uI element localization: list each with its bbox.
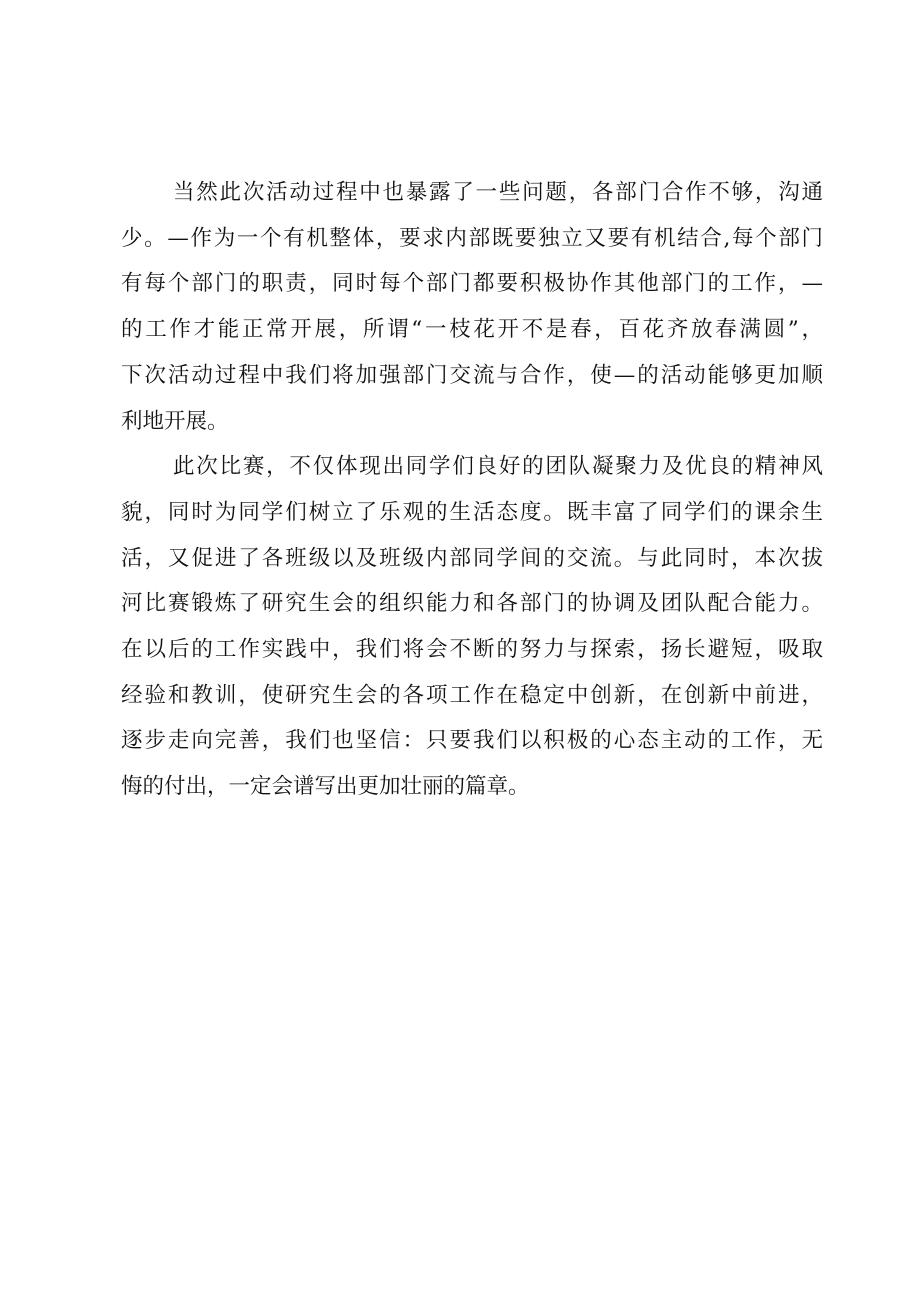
paragraph-line: 逐步走向完善，我们也坚信：只要我们以积极的心态主动的工作，无 — [121, 728, 823, 754]
paragraph-line: 下次活动过程中我们将加强部门交流与合作，使—的活动能够更加顺 — [121, 362, 823, 388]
paragraph-line: 有每个部门的职责，同时每个部门都要积极协作其他部门的工作，— — [121, 271, 823, 297]
paragraph-1 — [121, 170, 823, 444]
paragraph-line: 经验和教训，使研究生会的各项工作在稳定中创新，在创新中前进， — [121, 682, 823, 708]
paragraph-line: 在以后的工作实践中，我们将会不断的努力与探索，扬长避短，吸取 — [121, 637, 823, 663]
paragraph-line: 当然此次活动过程中也暴露了一些问题，各部门合作不够，沟通 — [173, 180, 823, 205]
paragraph-line: 悔的付出，一定会谱写出更加壮丽的篇章。 — [121, 774, 530, 800]
paragraph-line: 河比赛锻炼了研究生会的组织能力和各部门的协调及团队配合能力。 — [121, 591, 823, 617]
paragraph-line: 活，又促进了各班级以及班级内部同学间的交流。与此同时，本次拔 — [121, 545, 823, 571]
paragraph-line: 利地开展。 — [121, 408, 229, 434]
paragraph-line: 的工作才能正常开展，所谓“一枝花开不是春，百花齐放春满圆”， — [121, 317, 823, 343]
paragraph-line: 貌，同时为同学们树立了乐观的生活态度。既丰富了同学们的课余生 — [121, 499, 823, 525]
document-body — [121, 170, 823, 810]
paragraph-line: 少。—作为一个有机整体，要求内部既要独立又要有机结合,每个部门 — [121, 225, 823, 251]
paragraph-line: 此次比赛，不仅体现出同学们良好的团队凝聚力及优良的精神风 — [173, 454, 823, 480]
paragraph-2 — [121, 444, 823, 810]
